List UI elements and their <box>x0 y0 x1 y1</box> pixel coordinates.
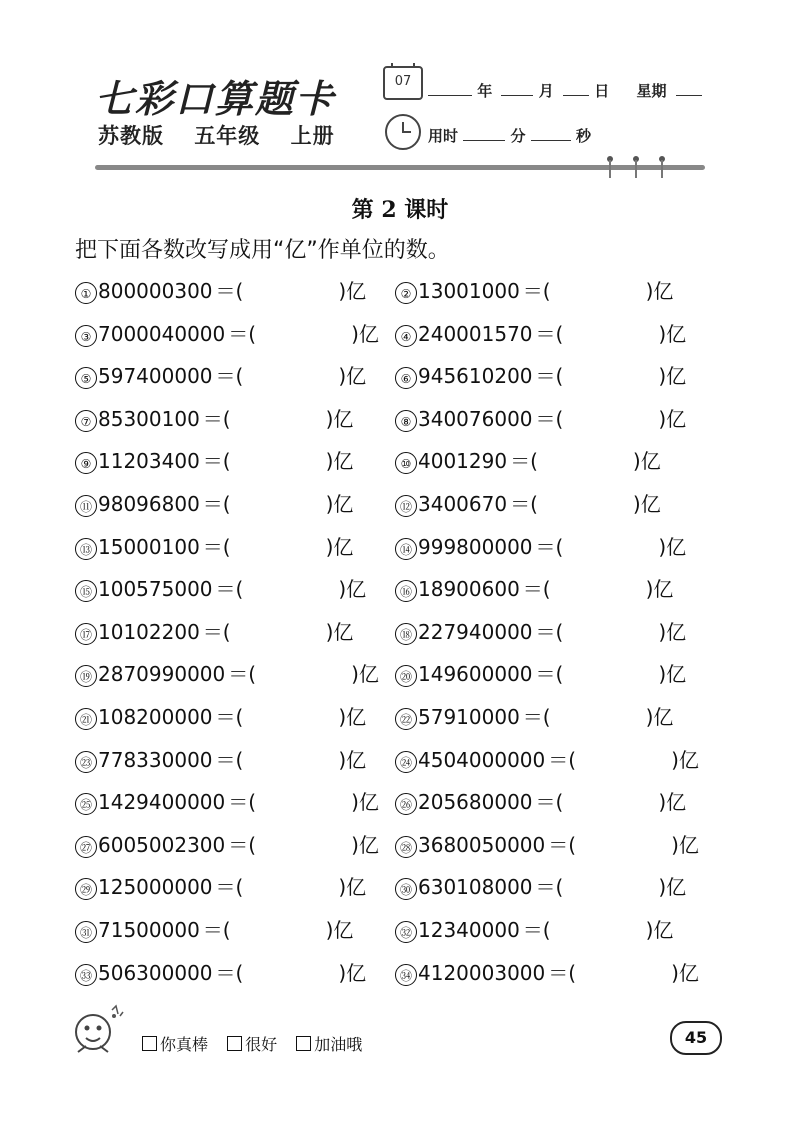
close-paren: ) <box>325 492 334 516</box>
close-paren: ) <box>658 790 667 814</box>
checkbox-icon[interactable] <box>227 1036 242 1051</box>
equals-open-paren: ＝( <box>228 790 257 814</box>
problem-item <box>395 617 686 647</box>
close-paren: ) <box>658 875 667 899</box>
problem-number: ㉜ <box>395 921 417 943</box>
close-paren: ) <box>338 748 347 772</box>
minute-label: 分 <box>510 127 526 145</box>
equals-open-paren: ＝( <box>535 364 564 388</box>
unit-label: 亿 <box>358 790 379 814</box>
problem-value: 57910000 <box>418 705 520 729</box>
close-paren: ) <box>351 790 359 814</box>
problem-value: 149600000 <box>418 662 533 686</box>
equals-open-paren: ＝( <box>510 449 538 473</box>
unit-label: 亿 <box>333 492 354 516</box>
mascot-icon <box>68 1002 126 1062</box>
close-paren: ) <box>351 662 359 686</box>
close-paren: ) <box>671 748 679 772</box>
close-paren: ) <box>338 364 347 388</box>
equals-open-paren: ＝( <box>202 620 231 644</box>
equals-open-paren: ＝( <box>215 748 244 772</box>
problem-value: 340076000 <box>418 407 533 431</box>
close-paren: ) <box>632 449 641 473</box>
problem-number: ④ <box>395 325 417 347</box>
problem-item <box>75 361 366 391</box>
header-divider <box>95 165 705 170</box>
unit-label: 亿 <box>653 577 674 601</box>
unit-label: 亿 <box>333 407 354 431</box>
close-paren: ) <box>658 535 667 559</box>
unit-label: 亿 <box>666 620 687 644</box>
close-paren: ) <box>658 662 667 686</box>
equals-open-paren: ＝( <box>215 364 244 388</box>
problem-value: 597400000 <box>98 364 213 388</box>
page-number: 45 <box>670 1021 722 1055</box>
equals-open-paren: ＝( <box>215 961 244 985</box>
problem-item <box>75 404 353 434</box>
lesson-title: 第 2 课时 <box>351 197 449 223</box>
problem-value: 227940000 <box>418 620 533 644</box>
problem-value: 12340000 <box>418 918 520 942</box>
equals-open-paren: ＝( <box>548 961 577 985</box>
close-paren: ) <box>351 833 359 857</box>
calendar-icon <box>383 66 423 100</box>
problem-number: ③ <box>75 325 97 347</box>
problem-value: 13001000 <box>418 279 520 303</box>
equals-open-paren: ＝( <box>202 407 231 431</box>
grade: 五年级 <box>194 124 261 148</box>
problem-number: ㉔ <box>395 751 417 773</box>
unit-label: 亿 <box>346 875 367 899</box>
equals-open-paren: ＝( <box>535 535 564 559</box>
problem-item <box>395 702 673 732</box>
second-label: 秒 <box>575 127 591 145</box>
close-paren: ) <box>325 407 334 431</box>
close-paren: ) <box>325 620 334 644</box>
year-label: 年 <box>477 82 493 100</box>
checkbox-icon[interactable] <box>296 1036 311 1051</box>
problem-number: ⑫ <box>395 495 417 517</box>
unit-label: 亿 <box>346 748 367 772</box>
close-paren: ) <box>645 705 654 729</box>
problem-item <box>395 745 699 775</box>
problem-value: 630108000 <box>418 875 533 899</box>
close-paren: ) <box>338 961 347 985</box>
problem-number: ㉗ <box>75 836 97 858</box>
problem-item <box>395 489 661 519</box>
rivet-icon <box>633 156 639 182</box>
unit-label: 亿 <box>666 662 687 686</box>
instruction: 把下面各数改写成用“亿”作单位的数。 <box>75 238 450 263</box>
close-paren: ) <box>645 279 654 303</box>
time-line <box>428 125 591 146</box>
problem-item <box>75 617 353 647</box>
equals-open-paren: ＝( <box>548 748 577 772</box>
close-paren: ) <box>671 961 679 985</box>
equals-open-paren: ＝( <box>535 662 564 686</box>
problem-number: ㉘ <box>395 836 417 858</box>
problem-number: ② <box>395 282 417 304</box>
close-paren: ) <box>325 535 334 559</box>
problem-number: ㉞ <box>395 964 417 986</box>
unit-label: 亿 <box>666 322 687 346</box>
problem-value: 10102200 <box>98 620 200 644</box>
problem-number: ⑩ <box>395 452 417 474</box>
problem-number: ㉕ <box>75 793 97 815</box>
problem-item <box>75 489 353 519</box>
problem-value: 3680050000 <box>418 833 546 857</box>
problem-item <box>75 745 366 775</box>
eval-keep-trying[interactable]: 加油哦 <box>296 1032 362 1055</box>
problem-item <box>395 659 686 689</box>
close-paren: ) <box>671 833 679 857</box>
problem-item <box>75 659 379 689</box>
unit-label: 亿 <box>666 535 687 559</box>
equals-open-paren: ＝( <box>202 449 231 473</box>
checkbox-icon[interactable] <box>142 1036 157 1051</box>
problem-item <box>395 872 686 902</box>
close-paren: ) <box>658 322 667 346</box>
unit-label: 亿 <box>346 577 367 601</box>
unit-label: 亿 <box>346 364 367 388</box>
close-paren: ) <box>658 620 667 644</box>
unit-label: 亿 <box>333 918 354 942</box>
unit-label: 亿 <box>640 492 661 516</box>
problem-number: ⑧ <box>395 410 417 432</box>
problem-item <box>75 319 379 349</box>
unit-label: 亿 <box>333 449 354 473</box>
problem-value: 7000040000 <box>98 322 226 346</box>
problem-number: ⑮ <box>75 580 97 602</box>
equals-open-paren: ＝( <box>548 833 577 857</box>
publisher: 苏教版 <box>98 124 164 148</box>
equals-open-paren: ＝( <box>215 279 244 303</box>
equals-open-paren: ＝( <box>522 279 551 303</box>
close-paren: ) <box>325 918 334 942</box>
equals-open-paren: ＝( <box>535 620 564 644</box>
problem-number: ㉓ <box>75 751 97 773</box>
close-paren: ) <box>632 492 641 516</box>
problem-number: ㉖ <box>395 793 417 815</box>
equals-open-paren: ＝( <box>215 705 244 729</box>
problem-value: 15000100 <box>98 535 200 559</box>
problem-value: 4001290 <box>418 449 508 473</box>
equals-open-paren: ＝( <box>535 407 564 431</box>
problem-item <box>75 872 366 902</box>
problem-item <box>75 830 379 860</box>
close-paren: ) <box>338 875 347 899</box>
close-paren: ) <box>351 322 359 346</box>
problem-value: 125000000 <box>98 875 213 899</box>
problem-number: ⑦ <box>75 410 97 432</box>
rivet-icon <box>607 156 613 182</box>
problem-item <box>395 830 699 860</box>
problem-value: 98096800 <box>98 492 200 516</box>
unit-label: 亿 <box>666 790 687 814</box>
calendar-day: 07 <box>394 74 412 89</box>
equals-open-paren: ＝( <box>215 577 244 601</box>
self-evaluation <box>142 1032 376 1055</box>
problem-item <box>75 574 366 604</box>
problem-value: 85300100 <box>98 407 200 431</box>
problem-number: ㉒ <box>395 708 417 730</box>
rivet-icon <box>659 156 665 182</box>
problem-number: ① <box>75 282 97 304</box>
problem-value: 4120003000 <box>418 961 546 985</box>
problem-value: 205680000 <box>418 790 533 814</box>
unit-label: 亿 <box>666 364 687 388</box>
equals-open-paren: ＝( <box>522 705 551 729</box>
equals-open-paren: ＝( <box>228 662 257 686</box>
problem-item <box>395 532 686 562</box>
eval-good[interactable]: 很好 <box>227 1032 277 1055</box>
unit-label: 亿 <box>333 535 354 559</box>
close-paren: ) <box>325 449 334 473</box>
unit-label: 亿 <box>678 748 699 772</box>
close-paren: ) <box>338 279 347 303</box>
unit-label: 亿 <box>653 918 674 942</box>
close-paren: ) <box>658 364 667 388</box>
problem-value: 945610200 <box>418 364 533 388</box>
equals-open-paren: ＝( <box>202 918 231 942</box>
problem-number: ㉙ <box>75 878 97 900</box>
problem-item <box>75 532 353 562</box>
problem-value: 108200000 <box>98 705 213 729</box>
problem-value: 800000300 <box>98 279 213 303</box>
equals-open-paren: ＝( <box>535 875 564 899</box>
card-title: 七彩口算题卡 <box>95 76 336 121</box>
equals-open-paren: ＝( <box>522 918 551 942</box>
problem-item <box>395 787 686 817</box>
problem-item <box>75 702 366 732</box>
problem-item <box>75 787 379 817</box>
problem-value: 778330000 <box>98 748 213 772</box>
equals-open-paren: ＝( <box>228 833 257 857</box>
problem-number: ⑯ <box>395 580 417 602</box>
problem-item <box>75 915 353 945</box>
unit-label: 亿 <box>653 705 674 729</box>
equals-open-paren: ＝( <box>510 492 538 516</box>
unit-label: 亿 <box>666 875 687 899</box>
problem-item <box>395 319 686 349</box>
problem-item <box>395 404 686 434</box>
weekday-label: 星期 <box>636 82 667 100</box>
problem-number: ⑬ <box>75 538 97 560</box>
unit-label: 亿 <box>346 279 367 303</box>
close-paren: ) <box>645 577 654 601</box>
problem-number: ⑪ <box>75 495 97 517</box>
problem-value: 4504000000 <box>418 748 546 772</box>
unit-label: 亿 <box>333 620 354 644</box>
problem-value: 1429400000 <box>98 790 226 814</box>
problem-value: 71500000 <box>98 918 200 942</box>
unit-label: 亿 <box>358 322 379 346</box>
problem-item <box>75 276 366 306</box>
equals-open-paren: ＝( <box>535 790 564 814</box>
problem-number: ⑲ <box>75 665 97 687</box>
unit-label: 亿 <box>358 833 379 857</box>
equals-open-paren: ＝( <box>535 322 564 346</box>
unit-label: 亿 <box>358 662 379 686</box>
equals-open-paren: ＝( <box>228 322 257 346</box>
problem-number: ⑥ <box>395 367 417 389</box>
problem-value: 240001570 <box>418 322 533 346</box>
unit-label: 亿 <box>666 407 687 431</box>
edition-info <box>98 120 357 150</box>
problem-number: ㉚ <box>395 878 417 900</box>
problem-item <box>395 361 686 391</box>
problem-number: ⑱ <box>395 623 417 645</box>
problem-item <box>75 958 366 988</box>
unit-label: 亿 <box>346 705 367 729</box>
problem-value: 2870990000 <box>98 662 226 686</box>
unit-label: 亿 <box>678 833 699 857</box>
problem-item <box>395 574 673 604</box>
unit-label: 亿 <box>678 961 699 985</box>
unit-label: 亿 <box>346 961 367 985</box>
problem-number: ⑳ <box>395 665 417 687</box>
close-paren: ) <box>338 705 347 729</box>
equals-open-paren: ＝( <box>215 875 244 899</box>
problem-number: ⑭ <box>395 538 417 560</box>
equals-open-paren: ＝( <box>522 577 551 601</box>
close-paren: ) <box>338 577 347 601</box>
problem-number: ㉛ <box>75 921 97 943</box>
equals-open-paren: ＝( <box>202 535 231 559</box>
problem-number: ⑨ <box>75 452 97 474</box>
problem-value: 6005002300 <box>98 833 226 857</box>
unit-label: 亿 <box>653 279 674 303</box>
problem-value: 506300000 <box>98 961 213 985</box>
close-paren: ) <box>645 918 654 942</box>
day-label: 日 <box>594 82 610 100</box>
problem-item <box>395 446 661 476</box>
problem-value: 100575000 <box>98 577 213 601</box>
unit-label: 亿 <box>640 449 661 473</box>
problem-value: 999800000 <box>418 535 533 559</box>
month-label: 月 <box>538 82 554 100</box>
time-used-label: 用时 <box>428 127 459 145</box>
problem-value: 3400670 <box>418 492 508 516</box>
problem-item <box>395 276 673 306</box>
problem-item <box>395 958 699 988</box>
problem-item <box>395 915 673 945</box>
date-line <box>428 80 702 101</box>
problem-number: ㉑ <box>75 708 97 730</box>
problem-number: ⑰ <box>75 623 97 645</box>
problem-value: 18900600 <box>418 577 520 601</box>
problem-number: ⑤ <box>75 367 97 389</box>
problem-number: ㉝ <box>75 964 97 986</box>
volume: 上册 <box>290 124 335 148</box>
problem-item <box>75 446 353 476</box>
clock-icon <box>385 114 421 150</box>
equals-open-paren: ＝( <box>202 492 231 516</box>
problem-value: 11203400 <box>98 449 200 473</box>
eval-great[interactable]: 你真棒 <box>142 1032 208 1055</box>
close-paren: ) <box>658 407 667 431</box>
